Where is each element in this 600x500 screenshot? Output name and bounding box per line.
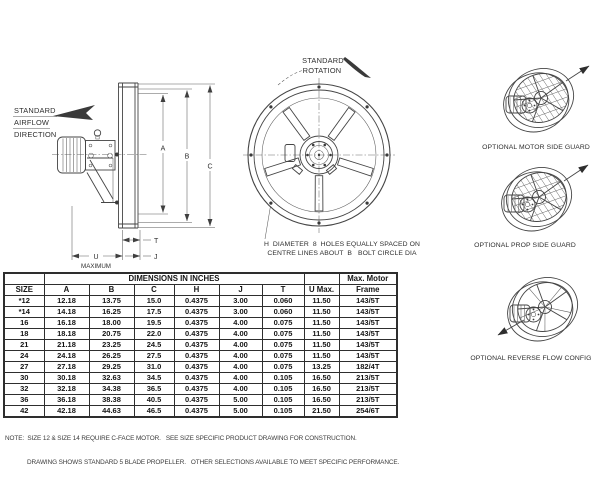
table-column-header-row (4, 285, 397, 296)
table-cell: 13.25 (304, 362, 339, 373)
table-cell: 3.00 (219, 307, 262, 318)
optional-motor-side-guard-label: OPTIONAL MOTOR SIDE GUARD (482, 144, 590, 151)
col-header-j: J (219, 285, 262, 296)
table-cell: 16.50 (304, 373, 339, 384)
table-cell: 32.18 (44, 384, 89, 395)
table-cell: 26.25 (89, 351, 134, 362)
table-cell: 16.18 (44, 318, 89, 329)
table-cell: 0.075 (262, 340, 304, 351)
table-cell: 27.5 (134, 351, 174, 362)
table-row (4, 351, 397, 362)
dim-label-t: T (154, 237, 159, 245)
table-row (4, 296, 397, 307)
table-cell: 0.105 (262, 406, 304, 418)
rotation-arrow (343, 57, 371, 78)
table-cell: 46.5 (134, 406, 174, 418)
hole-note-line1: H DIAMETER 8 HOLES EQUALLY SPACED ON (263, 241, 421, 248)
table-cell: 213/5T (339, 373, 397, 384)
table-cell: 21.50 (304, 406, 339, 418)
table-cell: 0.4375 (174, 384, 219, 395)
dimensions-table (3, 272, 398, 418)
col-header-u-max: U Max. (304, 285, 339, 296)
table-cell: 254/6T (339, 406, 397, 418)
table-cell: 42 (4, 406, 44, 418)
table-cell: 18.00 (89, 318, 134, 329)
table-cell: 16 (4, 318, 44, 329)
dimensions-table-body (4, 296, 397, 418)
table-row (4, 307, 397, 318)
table-cell: 143/5T (339, 329, 397, 340)
table-cell: 27.18 (44, 362, 89, 373)
table-cell: 36.18 (44, 395, 89, 406)
table-cell: 18.18 (44, 329, 89, 340)
table-cell: 13.75 (89, 296, 134, 307)
note-line1: NOTE: SIZE 12 & SIZE 14 REQUIRE C-FACE MOTOR. SEE SIZE SPECIFIC PRODUCT DRAWING FOR CONSTRUCTION. (5, 435, 357, 442)
table-cell: 30 (4, 373, 44, 384)
table-cell: 24 (4, 351, 44, 362)
table-cell: 143/5T (339, 307, 397, 318)
table-row (4, 373, 397, 384)
table-cell: 16.50 (304, 395, 339, 406)
table-cell: 0.4375 (174, 307, 219, 318)
table-cell: 44.63 (89, 406, 134, 418)
table-cell: 0.075 (262, 329, 304, 340)
rotation-label-line1: STANDARD (302, 56, 344, 65)
table-cell: 213/5T (339, 395, 397, 406)
table-cell: 11.50 (304, 307, 339, 318)
table-cell: 11.50 (304, 351, 339, 362)
table-cell: 24.18 (44, 351, 89, 362)
table-cell: 213/5T (339, 384, 397, 395)
front-view-figure (243, 56, 420, 257)
table-cell: 14.18 (44, 307, 89, 318)
table-cell: 182/4T (339, 362, 397, 373)
optional-reverse-flow-config-label: OPTIONAL REVERSE FLOW CONFIG (470, 355, 592, 362)
table-cell: 0.075 (262, 351, 304, 362)
table-cell: 0.4375 (174, 318, 219, 329)
blank-header-cell (4, 273, 44, 285)
table-cell: 27 (4, 362, 44, 373)
dim-label-u: U (93, 253, 99, 261)
optional-motor-side-guard-figure (482, 59, 590, 151)
blank-header-cell (304, 273, 339, 285)
table-cell: 143/5T (339, 351, 397, 362)
table-group-header-row (4, 273, 397, 285)
table-cell: 21.18 (44, 340, 89, 351)
table-cell: 4.00 (219, 384, 262, 395)
table-cell: 19.5 (134, 318, 174, 329)
dim-label-b: B (184, 153, 190, 161)
table-cell: 4.00 (219, 362, 262, 373)
table-cell: 21 (4, 340, 44, 351)
table-cell: 0.4375 (174, 351, 219, 362)
col-header-c: C (134, 285, 174, 296)
hole-note-line2: CENTRE LINES ABOUT B BOLT CIRCLE DIA (267, 250, 417, 257)
dim-label-j: J (154, 253, 158, 261)
optional-reverse-flow-config-figure (470, 268, 591, 362)
table-cell: 0.4375 (174, 340, 219, 351)
col-header-h: H (174, 285, 219, 296)
table-cell: 143/5T (339, 296, 397, 307)
table-cell: 0.075 (262, 318, 304, 329)
col-header-a: A (44, 285, 89, 296)
col-header-b: B (89, 285, 134, 296)
table-cell: 0.4375 (174, 296, 219, 307)
table-cell: 11.50 (304, 318, 339, 329)
motor-header-cell-line2: Frame (339, 285, 397, 296)
airflow-direction-label-line3: DIRECTION (14, 130, 57, 139)
table-row (4, 395, 397, 406)
table-cell: 17.5 (134, 307, 174, 318)
airflow-direction-label-line1: STANDARD (14, 106, 56, 115)
table-cell: 11.50 (304, 329, 339, 340)
table-cell: 38.38 (89, 395, 134, 406)
table-cell: 0.4375 (174, 395, 219, 406)
airflow-direction-arrow (53, 105, 95, 120)
dim-label-a: A (160, 145, 166, 153)
col-header-t: T (262, 285, 304, 296)
table-cell: 0.105 (262, 384, 304, 395)
table-cell: 11.50 (304, 340, 339, 351)
table-cell: 30.18 (44, 373, 89, 384)
table-cell: *12 (4, 296, 44, 307)
optional-prop-side-guard-figure (474, 158, 588, 249)
table-row (4, 318, 397, 329)
table-cell: 5.00 (219, 406, 262, 418)
table-cell: 24.5 (134, 340, 174, 351)
note-line2: DRAWING SHOWS STANDARD 5 BLADE PROPELLER. OTHER SELECTIONS AVAILABLE TO MEET SPECIFIC PERFORMANCE. (27, 459, 400, 466)
table-cell: 36.5 (134, 384, 174, 395)
table-cell: *14 (4, 307, 44, 318)
col-header-size: SIZE (4, 285, 44, 296)
table-cell: 29.25 (89, 362, 134, 373)
table-cell: 0.060 (262, 307, 304, 318)
table-cell: 0.4375 (174, 373, 219, 384)
table-cell: 0.4375 (174, 329, 219, 340)
table-cell: 16.25 (89, 307, 134, 318)
side-view-figure (13, 83, 215, 270)
table-cell: 40.5 (134, 395, 174, 406)
table-cell: 16.50 (304, 384, 339, 395)
table-cell: 23.25 (89, 340, 134, 351)
table-cell: 22.0 (134, 329, 174, 340)
table-cell: 11.50 (304, 296, 339, 307)
airflow-direction-label-line2: AIRFLOW (14, 118, 50, 127)
table-cell: 3.00 (219, 296, 262, 307)
table-cell: 20.75 (89, 329, 134, 340)
rotation-label-line2: ROTATION (302, 66, 342, 75)
table-cell: 0.4375 (174, 406, 219, 418)
optional-prop-side-guard-label: OPTIONAL PROP SIDE GUARD (474, 242, 576, 249)
table-cell: 4.00 (219, 351, 262, 362)
table-cell: 15.0 (134, 296, 174, 307)
table-cell: 42.18 (44, 406, 89, 418)
table-cell: 34.38 (89, 384, 134, 395)
table-row (4, 384, 397, 395)
table-cell: 31.0 (134, 362, 174, 373)
table-cell: 32.63 (89, 373, 134, 384)
footnotes (5, 419, 399, 475)
table-cell: 4.00 (219, 318, 262, 329)
table-row (4, 329, 397, 340)
table-cell: 32 (4, 384, 44, 395)
table-cell: 18 (4, 329, 44, 340)
table-cell: 0.060 (262, 296, 304, 307)
dim-label-c: C (207, 163, 213, 171)
table-row (4, 406, 397, 418)
table-cell: 5.00 (219, 395, 262, 406)
table-cell: 0.105 (262, 373, 304, 384)
table-cell: 0.075 (262, 362, 304, 373)
table-cell: 12.18 (44, 296, 89, 307)
table-row (4, 362, 397, 373)
table-cell: 36 (4, 395, 44, 406)
table-cell: 143/5T (339, 340, 397, 351)
group-header-cell: DIMENSIONS IN INCHES (44, 273, 304, 285)
table-cell: 4.00 (219, 373, 262, 384)
table-cell: 4.00 (219, 329, 262, 340)
table-cell: 143/5T (339, 318, 397, 329)
table-cell: 34.5 (134, 373, 174, 384)
table-row (4, 340, 397, 351)
maximum-label: MAXIMUM (81, 263, 111, 270)
table-cell: 4.00 (219, 340, 262, 351)
motor-header-cell-line1: Max. Motor (339, 273, 397, 285)
table-cell: 0.105 (262, 395, 304, 406)
table-cell: 0.4375 (174, 362, 219, 373)
